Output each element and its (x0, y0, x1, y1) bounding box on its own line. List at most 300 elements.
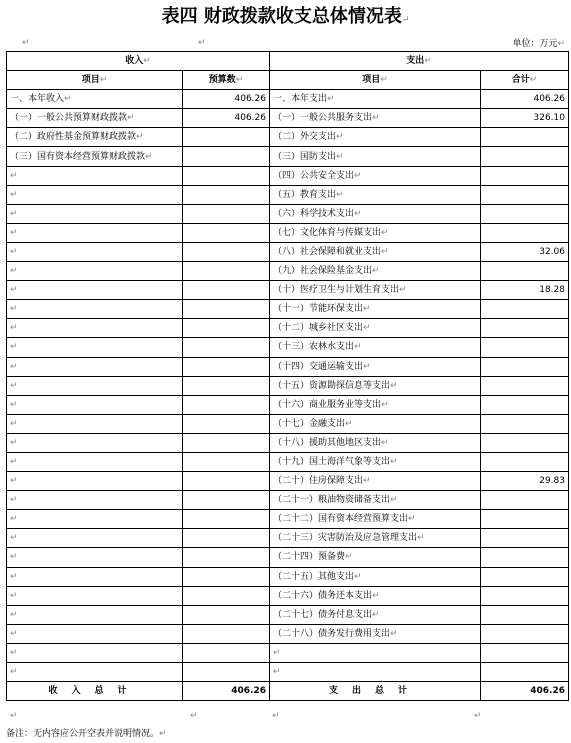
income-value-cell (183, 90, 270, 109)
footer-marks (0, 711, 571, 721)
income-item-header-text: 项目 (81, 75, 100, 86)
income-value-cell (183, 338, 270, 357)
paragraph-mark: ↵ (127, 113, 135, 124)
title-text: 表四 财政拨款收支总体情况表 (161, 6, 402, 27)
expense-item-cell-text: （一）一般公共服务支出 (273, 113, 373, 124)
income-item-cell (7, 586, 183, 605)
expense-item-cell (270, 643, 481, 662)
totals-row (7, 682, 569, 701)
income-item-cell (7, 414, 183, 433)
income-item-cell (7, 472, 183, 491)
page-title (0, 6, 571, 31)
paragraph-mark: ↵ (10, 304, 18, 315)
total-header (481, 71, 569, 90)
income-item-cell (7, 338, 183, 357)
expense-item-cell (270, 586, 481, 605)
income-value-cell (183, 529, 270, 548)
income-value-cell (183, 643, 270, 662)
expense-item-cell (270, 300, 481, 319)
paragraph-mark: ↵ (336, 189, 344, 200)
paragraph-mark: ↵ (380, 75, 388, 86)
table-row (7, 242, 569, 261)
expense-value-cell (481, 376, 569, 395)
expense-value-cell (481, 624, 569, 643)
expense-item-cell (270, 624, 481, 643)
expense-item-cell-text: （五）教育支出 (273, 189, 337, 200)
expense-item-cell-text: （十二）城乡社区支出 (273, 323, 364, 334)
expense-value-cell (481, 529, 569, 548)
expense-item-cell (270, 357, 481, 376)
paragraph-mark: ↵ (145, 151, 153, 162)
table-row (7, 223, 569, 242)
paragraph-mark: ↵ (10, 495, 18, 506)
paragraph-mark: ↵ (235, 75, 244, 86)
paragraph-mark: ↵ (372, 266, 380, 277)
table-row (7, 262, 569, 281)
expense-item-cell-text: （十八）援助其他地区支出 (273, 437, 382, 448)
paragraph-mark: ↵ (272, 711, 280, 721)
income-item-cell (7, 567, 183, 586)
expense-item-cell (270, 319, 481, 338)
paragraph-mark: ↵ (417, 533, 425, 544)
paragraph-mark: ↵ (10, 590, 18, 601)
expense-value-cell (481, 548, 569, 567)
expense-value-cell-text: 326.10 (533, 113, 565, 124)
budget-header-text: 预算数 (208, 75, 236, 86)
paragraph-mark: ↵ (381, 246, 389, 257)
expense-item-cell (270, 548, 481, 567)
table-row (7, 376, 569, 395)
income-value-cell (183, 472, 270, 491)
income-item-cell (7, 242, 183, 261)
expense-item-cell (270, 605, 481, 624)
income-value-cell (183, 319, 270, 338)
paragraph-mark: ↵ (10, 246, 18, 257)
expense-item-cell (270, 395, 481, 414)
expense-value-cell (481, 204, 569, 223)
income-item-cell-text: （一）一般公共预算财政拨款 (10, 113, 128, 124)
expense-item-cell-text: （二十）住房保障支出 (273, 476, 364, 487)
expense-item-cell-text: （六）科学技术支出 (273, 208, 355, 219)
paragraph-mark: ↵ (345, 418, 353, 429)
paragraph-mark: ↵ (10, 647, 18, 658)
paragraph-mark: ↵ (10, 514, 18, 525)
footnote (6, 726, 167, 739)
column-header-row (7, 71, 569, 90)
income-item-cell (7, 147, 183, 166)
paragraph-mark: ↵ (390, 495, 398, 506)
expense-item-header (270, 71, 481, 90)
income-value-cell (183, 242, 270, 261)
table-row (7, 185, 569, 204)
expense-item-cell (270, 147, 481, 166)
paragraph-mark: ↵ (363, 476, 371, 487)
income-item-cell (7, 319, 183, 338)
expense-item-cell-text: （十七）金融支出 (273, 418, 346, 429)
paragraph-mark: ↵ (10, 189, 18, 200)
table-row (7, 529, 569, 548)
paragraph-mark: ↵ (143, 56, 151, 67)
expense-value-cell (481, 395, 569, 414)
expense-item-cell-text: （十六）商业服务业等支出 (273, 399, 382, 410)
expense-item-cell (270, 414, 481, 433)
paragraph-mark: ↵ (10, 361, 18, 372)
income-item-cell (7, 281, 183, 300)
income-item-cell (7, 300, 183, 319)
expense-value-cell (481, 452, 569, 471)
paragraph-mark: ↵ (354, 170, 362, 181)
income-item-cell (7, 643, 183, 662)
paragraph-mark: ↵ (10, 227, 18, 238)
income-value-cell (183, 567, 270, 586)
paragraph-mark: ↵ (10, 533, 18, 544)
expense-item-cell (270, 491, 481, 510)
income-value-cell (183, 663, 270, 682)
income-value-cell (183, 586, 270, 605)
paragraph-mark: ↵ (198, 38, 206, 48)
expense-item-cell-text: （十五）资源勘探信息等支出 (273, 380, 391, 391)
paragraph-mark: ↵ (99, 75, 108, 86)
expense-item-cell (270, 376, 481, 395)
expense-value-cell (481, 242, 569, 261)
income-item-cell (7, 510, 183, 529)
paragraph-mark: ↵ (10, 667, 18, 678)
income-value-cell (183, 605, 270, 624)
expense-item-cell (270, 510, 481, 529)
paragraph-mark: ↵ (10, 170, 18, 181)
expense-item-cell-text: （二）外交支出 (273, 132, 337, 143)
table-row (7, 300, 569, 319)
table-row (7, 109, 569, 128)
expense-value-cell (481, 262, 569, 281)
expense-value-cell (481, 663, 569, 682)
expense-item-cell (270, 204, 481, 223)
income-value-cell (183, 548, 270, 567)
paragraph-mark: ↵ (10, 711, 18, 721)
paragraph-mark: ↵ (10, 457, 18, 468)
paragraph-mark: ↵ (408, 514, 416, 525)
income-total-label: 收入总计 (7, 682, 183, 701)
paragraph-mark: ↵ (64, 94, 72, 105)
paragraph-mark: ↵ (10, 380, 18, 391)
expense-item-cell-text: （八）社会保障和就业支出 (273, 246, 382, 257)
expense-item-cell-text: （二十四）预备费 (273, 552, 346, 563)
income-value-cell (183, 128, 270, 147)
paragraph-mark: ↵ (22, 38, 30, 48)
table-row (7, 491, 569, 510)
paragraph-mark: ↵ (390, 628, 398, 639)
income-value-cell (183, 223, 270, 242)
paragraph-mark: ↵ (381, 399, 389, 410)
expense-item-cell (270, 433, 481, 452)
paragraph-mark: ↵ (10, 609, 18, 620)
income-item-header (7, 71, 183, 90)
table-row (7, 319, 569, 338)
expense-value-cell (481, 128, 569, 147)
expense-item-cell-text: （二十七）债务付息支出 (273, 609, 373, 620)
expense-item-cell (270, 128, 481, 147)
table-row (7, 128, 569, 147)
income-header (7, 52, 270, 71)
expense-item-cell (270, 90, 481, 109)
unit-text: 单位：万元 (512, 39, 558, 49)
expense-value-cell (481, 567, 569, 586)
expense-item-cell (270, 472, 481, 491)
section-header-row (7, 52, 569, 71)
expense-total-label: 支出总计 (270, 682, 481, 701)
table-row (7, 605, 569, 624)
expense-value-cell (481, 643, 569, 662)
income-value-cell (183, 624, 270, 643)
expense-item-cell (270, 166, 481, 185)
expense-item-header-text: 项目 (362, 75, 381, 86)
income-item-cell (7, 204, 183, 223)
paragraph-mark: ↵ (354, 571, 362, 582)
unit-row (0, 36, 571, 50)
paragraph-mark: ↵ (345, 552, 353, 563)
income-value-cell (183, 357, 270, 376)
expense-item-cell (270, 567, 481, 586)
income-value-cell-text: 406.26 (234, 94, 266, 105)
income-item-cell (7, 548, 183, 567)
paragraph-mark: ↵ (336, 132, 344, 143)
paragraph-mark: ↵ (10, 285, 18, 296)
table-row (7, 586, 569, 605)
expense-value-cell (481, 433, 569, 452)
expense-item-cell (270, 663, 481, 682)
expense-header (270, 52, 569, 71)
income-value-cell (183, 491, 270, 510)
expense-item-cell-text: （十九）国土海洋气象等支出 (273, 457, 391, 468)
paragraph-mark: ↵ (424, 56, 432, 67)
expense-item-cell-text: （三）国防支出 (273, 151, 337, 162)
table-row (7, 395, 569, 414)
paragraph-mark: ↵ (372, 590, 380, 601)
expense-item-cell-text: （二十六）债务还本支出 (273, 590, 373, 601)
income-item-cell (7, 605, 183, 624)
paragraph-mark: ↵ (136, 132, 144, 143)
expense-item-cell (270, 281, 481, 300)
paragraph-mark: ↵ (354, 342, 362, 353)
income-value-cell (183, 395, 270, 414)
income-value-cell (183, 452, 270, 471)
expense-item-cell-text: （十一）节能环保支出 (273, 304, 364, 315)
expense-item-cell (270, 109, 481, 128)
paragraph-mark: ↵ (390, 380, 398, 391)
paragraph-mark: ↵ (10, 399, 18, 410)
paragraph-mark: ↵ (10, 418, 18, 429)
expense-value-cell (481, 605, 569, 624)
paragraph-mark: ↵ (10, 437, 18, 448)
table-row (7, 548, 569, 567)
paragraph-mark: ↵ (399, 285, 407, 296)
income-value-cell (183, 281, 270, 300)
income-value-cell (183, 376, 270, 395)
expense-item-cell-text: （七）文化体育与传媒支出 (273, 227, 382, 238)
expense-value-cell (481, 300, 569, 319)
table-row (7, 281, 569, 300)
paragraph-mark: ↵ (159, 729, 167, 739)
income-item-cell-text: 一、本年收入 (10, 94, 65, 105)
expense-item-cell (270, 242, 481, 261)
budget-header (183, 71, 270, 90)
expense-item-cell-text: （九）社会保险基金支出 (273, 266, 373, 277)
table-row (7, 663, 569, 682)
income-item-cell-text: （三）国有资本经营预算财政拨款 (10, 151, 146, 162)
income-item-cell (7, 491, 183, 510)
paragraph-mark: ↵ (363, 361, 371, 372)
expense-item-cell-text: （十三）农林水支出 (273, 342, 355, 353)
table-row (7, 204, 569, 223)
paragraph-mark: ↵ (273, 647, 281, 658)
income-total-value: 406.26 (183, 682, 270, 701)
table-row (7, 624, 569, 643)
income-value-cell-text: 406.26 (234, 113, 266, 124)
income-value-cell (183, 510, 270, 529)
paragraph-mark: ↵ (401, 15, 410, 25)
income-item-cell (7, 262, 183, 281)
expense-item-cell (270, 452, 481, 471)
table-row (7, 472, 569, 491)
expense-value-cell (481, 281, 569, 300)
expense-item-cell-text: （二十五）其他支出 (273, 571, 355, 582)
expense-value-cell-text: 406.26 (533, 94, 565, 105)
expense-value-cell (481, 166, 569, 185)
budget-table (6, 51, 569, 701)
expense-item-cell-text: （二十八）债务发行费用支出 (273, 628, 391, 639)
income-value-cell (183, 109, 270, 128)
income-item-cell (7, 452, 183, 471)
expense-item-cell-text: （四）公共安全支出 (273, 170, 355, 181)
table-row (7, 567, 569, 586)
paragraph-mark: ↵ (10, 342, 18, 353)
expense-value-cell (481, 223, 569, 242)
expense-item-cell-text: （二十二）国有资本经营预算支出 (273, 514, 409, 525)
paragraph-mark: ↵ (10, 323, 18, 334)
income-item-cell (7, 376, 183, 395)
paragraph-mark: ↵ (10, 208, 18, 219)
expense-value-cell (481, 90, 569, 109)
expense-item-cell-text: （十四）交通运输支出 (273, 361, 364, 372)
unit-label (512, 36, 565, 49)
paragraph-mark: ↵ (363, 304, 371, 315)
income-item-cell (7, 433, 183, 452)
expense-header-text: 支出 (406, 56, 425, 67)
expense-value-cell (481, 586, 569, 605)
paragraph-mark: ↵ (390, 457, 398, 468)
expense-value-cell (481, 185, 569, 204)
income-value-cell (183, 185, 270, 204)
expense-value-cell (481, 510, 569, 529)
expense-item-cell-text: （十）医疗卫生与计划生育支出 (273, 285, 400, 296)
paragraph-mark: ↵ (474, 711, 482, 721)
paragraph-mark: ↵ (336, 151, 344, 162)
paragraph-mark: ↵ (381, 437, 389, 448)
expense-value-cell-text: 29.83 (539, 476, 565, 487)
expense-value-cell (481, 472, 569, 491)
total-header-text: 合计 (511, 75, 530, 86)
expense-value-cell (481, 147, 569, 166)
table-row (7, 166, 569, 185)
expense-value-cell-text: 32.06 (539, 246, 565, 257)
table-row (7, 90, 569, 109)
footnote-text: 备注：无内容应公开空表并说明情况。 (6, 729, 160, 739)
income-item-cell (7, 223, 183, 242)
expense-item-cell (270, 338, 481, 357)
expense-value-cell (481, 109, 569, 128)
paragraph-mark: ↵ (529, 75, 538, 86)
table-row (7, 452, 569, 471)
expense-value-cell-text: 18.28 (539, 285, 565, 296)
expense-item-cell-text: （二十三）灾害防治及应急管理支出 (273, 533, 418, 544)
expense-value-cell (481, 357, 569, 376)
table-row (7, 433, 569, 452)
paragraph-mark: ↵ (190, 711, 198, 721)
income-item-cell (7, 357, 183, 376)
paragraph-mark: ↵ (327, 94, 335, 105)
paragraph-mark: ↵ (354, 208, 362, 219)
expense-value-cell (481, 491, 569, 510)
income-item-cell (7, 529, 183, 548)
income-item-cell-text: （二）政府性基金预算财政拨款 (10, 132, 137, 143)
expense-item-cell-text: （二十一）粮油物资储备支出 (273, 495, 391, 506)
paragraph-mark: ↵ (381, 227, 389, 238)
expense-item-cell (270, 223, 481, 242)
income-value-cell (183, 166, 270, 185)
income-header-text: 收入 (125, 56, 144, 67)
expense-value-cell (481, 414, 569, 433)
expense-item-cell (270, 262, 481, 281)
table-row (7, 643, 569, 662)
paragraph-mark: ↵ (557, 39, 565, 49)
income-item-cell (7, 185, 183, 204)
expense-total-value: 406.26 (481, 682, 569, 701)
income-value-cell (183, 300, 270, 319)
expense-value-cell (481, 338, 569, 357)
table-row (7, 357, 569, 376)
income-item-cell (7, 166, 183, 185)
income-value-cell (183, 262, 270, 281)
income-item-cell (7, 128, 183, 147)
paragraph-mark: ↵ (372, 113, 380, 124)
income-value-cell (183, 433, 270, 452)
table-row (7, 338, 569, 357)
table-row (7, 147, 569, 166)
paragraph-mark: ↵ (10, 476, 18, 487)
paragraph-mark: ↵ (10, 552, 18, 563)
income-item-cell (7, 624, 183, 643)
income-item-cell (7, 663, 183, 682)
income-value-cell (183, 204, 270, 223)
expense-item-cell-text: 一、本年支出 (273, 94, 328, 105)
table-row (7, 510, 569, 529)
expense-item-cell (270, 529, 481, 548)
income-item-cell (7, 90, 183, 109)
paragraph-mark: ↵ (273, 667, 281, 678)
income-value-cell (183, 147, 270, 166)
paragraph-mark: ↵ (10, 571, 18, 582)
income-item-cell (7, 109, 183, 128)
income-value-cell (183, 414, 270, 433)
expense-item-cell (270, 185, 481, 204)
paragraph-mark: ↵ (372, 609, 380, 620)
paragraph-mark: ↵ (10, 628, 18, 639)
expense-value-cell (481, 319, 569, 338)
paragraph-mark: ↵ (363, 323, 371, 334)
table-row (7, 414, 569, 433)
income-item-cell (7, 395, 183, 414)
paragraph-mark: ↵ (10, 266, 18, 277)
